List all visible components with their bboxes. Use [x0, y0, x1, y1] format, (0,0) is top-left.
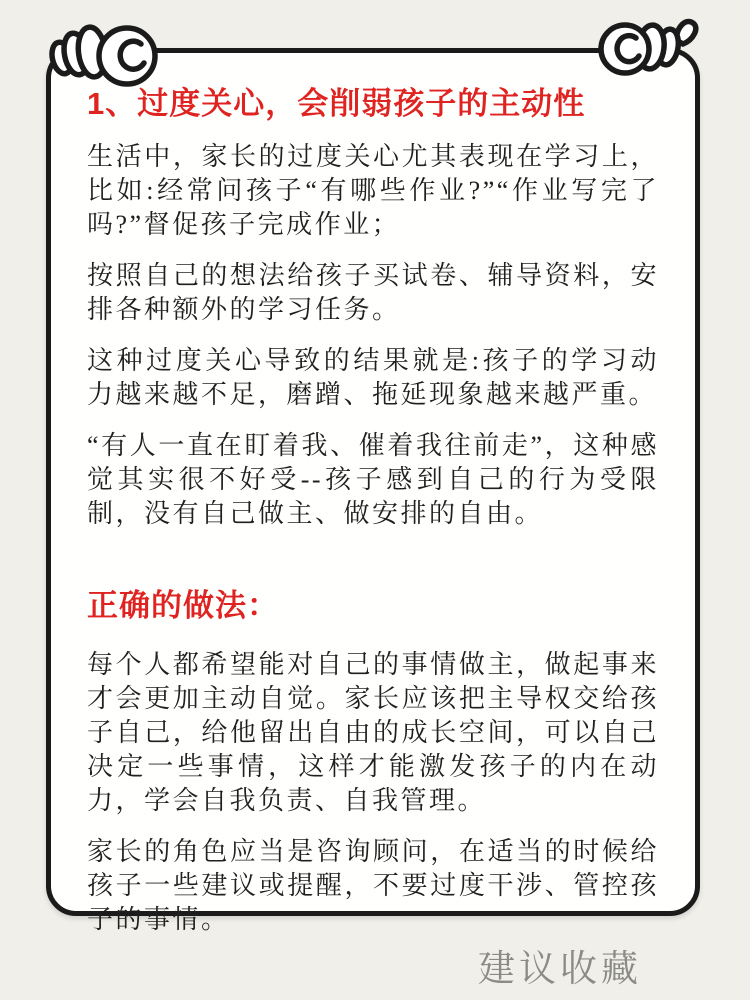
scroll-roll-left-icon	[48, 20, 160, 98]
section2-heading: 正确的做法：	[87, 587, 279, 623]
footer-note: 建议收藏	[478, 948, 642, 989]
scroll-roll-right-icon	[596, 14, 706, 78]
section2-paragraph-2: 家长的角色应当是咨询顾问，在适当的时候给孩子一些建议或提醒，不要过度干涉、管控孩子的事情。	[87, 836, 659, 934]
section1-paragraph-4: “有人一直在盯着我、催着我往前走”，这种感觉其实很不好受--孩子感到自己的行为受限制，没有自己做主、做安排的自由。	[87, 430, 659, 528]
section1-paragraph-3: 这种过度关心导致的结果就是:孩子的学习动力越来越不足，磨蹭、拖延现象越来越严重。	[87, 345, 659, 409]
section1-paragraph-2: 按照自己的想法给孩子买试卷、辅导资料，安排各种额外的学习任务。	[87, 260, 659, 324]
section1-paragraph-1: 生活中，家长的过度关心尤其表现在学习上，比如:经常问孩子“有哪些作业?”“作业写完了吗?”督促孩子完成作业；	[87, 141, 659, 239]
note-card	[46, 48, 700, 934]
section2-paragraph-1: 每个人都希望能对自己的事情做主，做起事来才会更加主动自觉。家长应该把主导权交给孩子自己，给他留出自由的成长空间，可以自己决定一些事情，这样才能激发孩子的内在动力，学会自我负责、自我管理。	[87, 649, 659, 815]
section1-heading: 1、过度关心，会削弱孩子的主动性	[87, 86, 586, 121]
